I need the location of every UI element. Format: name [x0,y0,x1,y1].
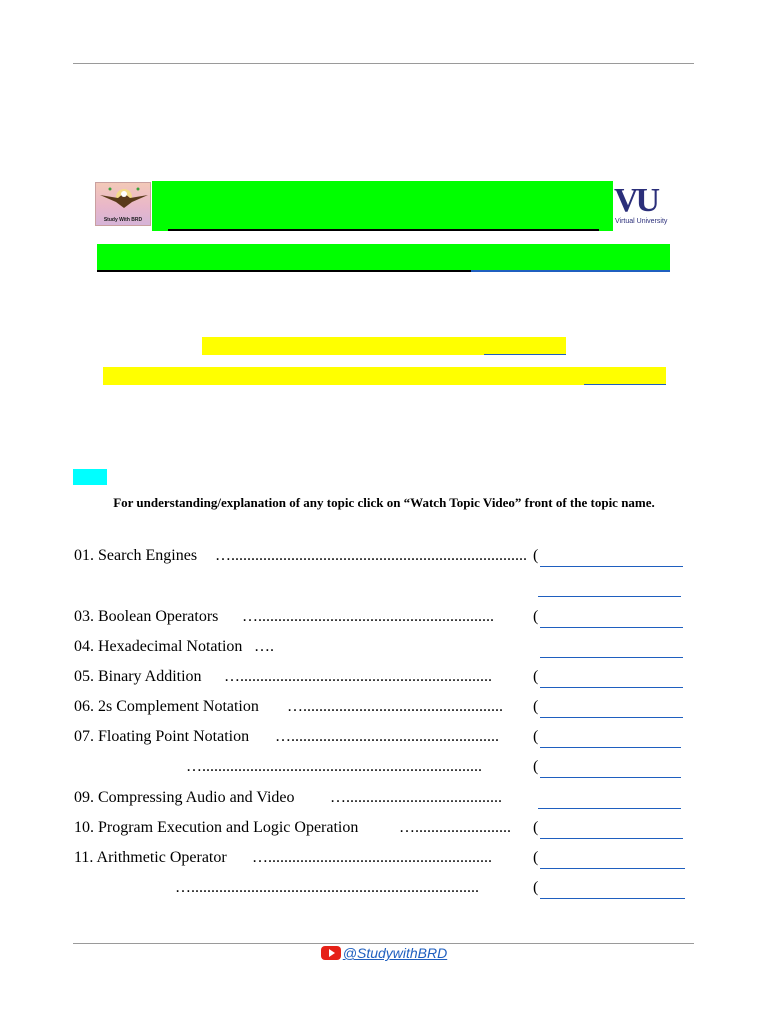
info-highlight-1 [202,337,566,355]
topic-paren: ( [533,758,539,775]
watch-topic-video-link[interactable] [540,636,683,658]
topic-paren: ( [533,879,539,896]
topic-leader-dots: …........................................................................ [175,879,479,896]
vu-logo-caption: Virtual University [615,218,668,225]
section-marker-highlight [73,469,107,485]
subtitle-link[interactable] [471,270,670,272]
watch-topic-video-link[interactable] [538,575,681,597]
watch-topic-video-link[interactable] [540,847,685,869]
title-underline [168,229,599,231]
topic-leader-dots: …........................ [399,819,511,836]
topic-leader-dots: …...................................................................... [186,758,482,775]
topic-label: 01. Search Engines [74,547,198,564]
topic-label: 11. Arithmetic Operator [74,849,227,866]
topic-leader-dots: …. [254,638,274,655]
watch-topic-video-link[interactable] [540,666,683,688]
topic-paren: ( [533,547,539,564]
topic-paren: ( [533,819,539,836]
topic-paren: ( [533,698,539,715]
topic-leader-dots: …........................................................ [252,849,492,866]
topic-paren: ( [533,668,539,685]
topic-paren: ( [533,849,539,866]
topic-label: 05. Binary Addition [74,668,202,685]
info-link-1[interactable] [484,354,566,355]
watch-topic-video-link[interactable] [540,877,685,899]
study-with-brd-logo [95,182,151,226]
watch-topic-video-link[interactable] [538,787,681,809]
topic-leader-dots: ….................................................... [275,728,499,745]
virtual-university-logo [614,182,673,226]
footer [0,945,768,961]
info-link-2[interactable] [584,384,666,385]
watch-topic-video-link[interactable] [540,606,683,628]
topic-label: 04. Hexadecimal Notation [74,638,243,655]
watch-topic-video-link[interactable] [540,756,681,778]
watch-topic-video-link[interactable] [540,817,683,839]
topic-leader-dots: ….................................................. [287,698,503,715]
topic-label: 10. Program Execution and Logic Operation [74,819,359,836]
instruction-text: For understanding/explanation of any topic click on “Watch Topic Video” front of the topic name. [113,495,655,510]
info-highlight-2 [103,367,666,385]
topic-paren: ( [533,728,539,745]
topic-paren: ( [533,608,539,625]
header-rule [73,63,694,64]
topic-leader-dots: …....................................... [330,789,502,806]
channel-link[interactable]: @StudywithBRD [342,945,448,961]
topic-leader-dots: …........................................................... [242,608,494,625]
topic-label: 06. 2s Complement Notation [74,698,259,715]
vu-logo-text: VU [614,182,658,219]
title-banner-highlight [152,181,613,231]
subtitle-underline [97,270,471,272]
watch-topic-video-link[interactable] [540,696,683,718]
footer-rule [73,943,694,944]
topic-label: 09. Compressing Audio and Video [74,789,295,806]
topic-leader-dots: …............................................................... [224,668,492,685]
topic-label: 03. Boolean Operators [74,608,219,625]
watch-topic-video-link[interactable] [540,545,683,567]
watch-topic-video-link[interactable] [540,726,681,748]
eagle-icon [96,183,151,213]
logo-caption: Study With BRD [103,217,143,223]
topic-label: 07. Floating Point Notation [74,728,250,745]
youtube-icon[interactable] [321,946,341,960]
topic-leader-dots: ….......................................................................... [215,547,527,564]
subtitle-banner-highlight [97,244,670,272]
